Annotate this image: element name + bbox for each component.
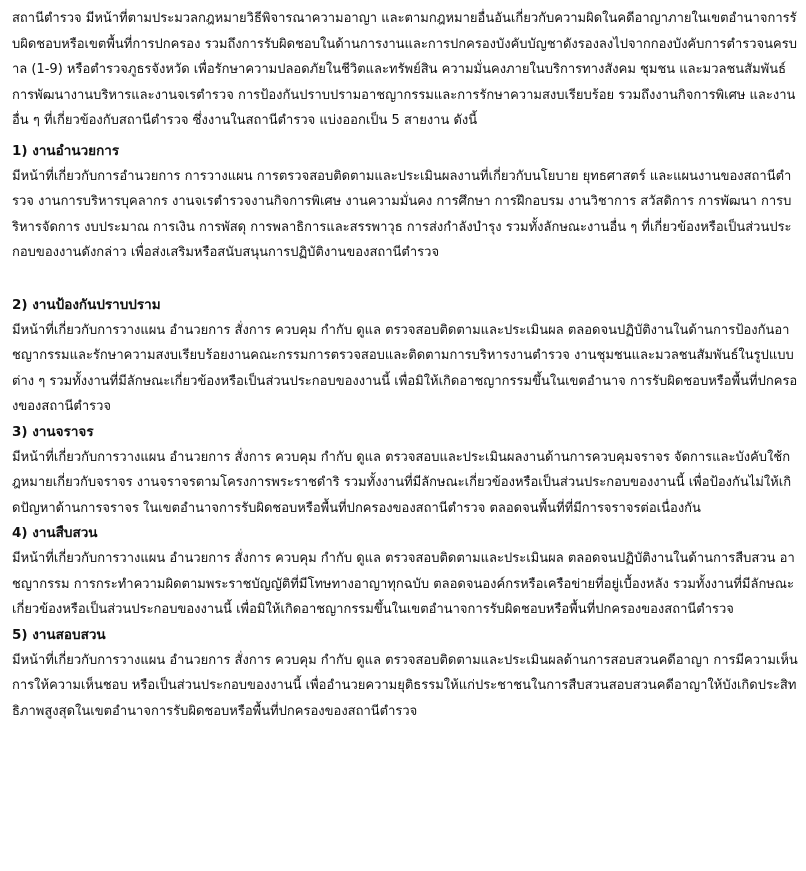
- section-traffic: [12, 420, 798, 522]
- section-investigation: [12, 521, 798, 623]
- section-heading: 5) งานสอบสวน: [12, 626, 106, 643]
- section-heading: 4) งานสืบสวน: [12, 525, 98, 541]
- intro-paragraph: สถานีตำรวจ มีหน้าที่ตามประมวลกฎหมายวิธีพิจารณาความอาญา และตามกฎหมายอื่นอันเกี่ยวกับความผิดในคดีอาญาภายในเขตอำนาจการรับผิดชอบหรือเขตพื้นที่การปกครอง รวมถึงการรับผิดชอบในด้านการงานและการปกครองบังคับบัญชาดังรองลงไปจากกองบังคับการตำรวจนครบาล (1-9) หรือตำรวจภูธรจังหวัด เพื่อรักษาความปลอดภัยในชีวิตและทรัพย์สิน ความมั่นคงภายในบริการทางสังคม ชุมชน และมวลชนสัมพันธ์ การพัฒนางานบริหารและงานจเรตำรวจ การป้องกันปราบปรามอาชญากรรมและการรักษาความสงบเรียบร้อย รวมถึงงานกิจการพิเศษ และงานอื่น ๆ ที่เกี่ยวข้องกับสถานีตำรวจ ซึ่งงานในสถานีตำรวจ แบ่งออกเป็น 5 สายงาน ดังนี้: [12, 11, 797, 128]
- section-body: มีหน้าที่เกี่ยวกับการวางแผน อำนวยการ สั่งการ ควบคุม กำกับ ดูแล ตรวจสอบติดตามและประเมินผลด้านการสอบสวนคดีอาญา การมีความเห็น การให้ความเห็นชอบ หรือเป็นส่วนประกอบของงานนี้ เพื่ออำนวยความยุติธรรมให้แก่ประชาชนในการสืบสวนสอบสวนคดีอาญาให้บังเกิดประสิทธิภาพสูงสุดในเขตอำนาจการรับผิดชอบหรือพื้นที่ปกครองของสถานีตำรวจ: [12, 652, 798, 719]
- section-inquiry: [12, 623, 798, 725]
- section-heading: 1) งานอำนวยการ: [12, 142, 120, 159]
- section-body: มีหน้าที่เกี่ยวกับการวางแผน อำนวยการ สั่งการ ควบคุม กำกับ ดูแล ตรวจสอบติดตามและประเมินผล ตลอดจนปฏิบัติงานในด้านการสืบสวน อาชญากรรม การกระทำความผิดตามพระราชบัญญัติที่มีโทษทางอาญาทุกฉบับ ตลอดจนองค์กรหรือเครือข่ายที่อยู่เบื้องหลัง รวมทั้งงานที่มีลักษณะเกี่ยวข้องหรือเป็นส่วนประกอบของงานนี้ เพื่อมิให้เกิดอาชญากรรมขึ้นในเขตอำนาจการรับผิดชอบหรือพื้นที่ปกครองของสถานีตำรวจ: [12, 551, 795, 617]
- section-heading: 2) งานป้องกันปราบปราม: [12, 296, 161, 313]
- section-crime-prevention: [12, 293, 798, 420]
- section-body: มีหน้าที่เกี่ยวกับการวางแผน อำนวยการ สั่งการ ควบคุม กำกับ ดูแล ตรวจสอบติดตามและประเมินผล ตลอดจนปฏิบัติงานในด้านการป้องกันอาชญากรรมและรักษาความสงบเรียบร้อยงานคณะกรรมการตรวจสอบและติดตามการบริหารงานตำรวจ งานชุมชนและมวลชนสัมพันธ์ในรูปแบบต่าง ๆ รวมทั้งงานที่มีลักษณะเกี่ยวข้องหรือเป็นส่วนประกอบของงานนี้ เพื่อมิให้เกิดอาชญากรรมขึ้นในเขตอำนาจ การรับผิดชอบหรือพื้นที่ปกครองของสถานีตำรวจ: [12, 322, 798, 414]
- section-administration: [12, 139, 798, 266]
- section-body: มีหน้าที่เกี่ยวกับการอำนวยการ การวางแผน การตรวจสอบติดตามและประเมินผลงานที่เกี่ยวกับนโยบาย ยุทธศาสตร์ และแผนงานของสถานีตำรวจ งานการบริหารบุคลากร งานจเรตำรวจงานกิจการพิเศษ งานความมั่นคง การศึกษา การฝึกอบรม งานวิชาการ สวัสดิการ การพัฒนา การบริหารจัดการ งบประมาณ การเงิน การพัสดุ การพลาธิการและสรรพาวุธ การส่งกำลังบำรุง รวมทั้งลักษณะงานอื่น ๆ ที่เกี่ยวข้องหรือเป็นส่วนประกอบของงานดังกล่าว เพื่อส่งเสริมหรือสนับสนุนการปฏิบัติงานของสถานีตำรวจ: [12, 168, 792, 260]
- section-heading: 3) งานจราจร: [12, 423, 94, 440]
- section-body: มีหน้าที่เกี่ยวกับการวางแผน อำนวยการ สั่งการ ควบคุม กำกับ ดูแล ตรวจสอบและประเมินผลงานด้านการควบคุมจราจร จัดการและบังคับใช้กฎหมายเกี่ยวกับจราจร งานจราจรตามโครงการพระราชดำริ รวมทั้งงานที่มีลักษณะเกี่ยวข้องหรือเป็นส่วนประกอบของงานนี้ เพื่อป้องกันไม่ให้เกิดปัญหาด้านการจราจร ในเขตอำนาจการรับผิดชอบหรือพื้นที่ปกครองของสถานีตำรวจ ตลอดจนพื้นที่ที่มีการจราจรต่อเนื่องกัน: [12, 449, 792, 516]
